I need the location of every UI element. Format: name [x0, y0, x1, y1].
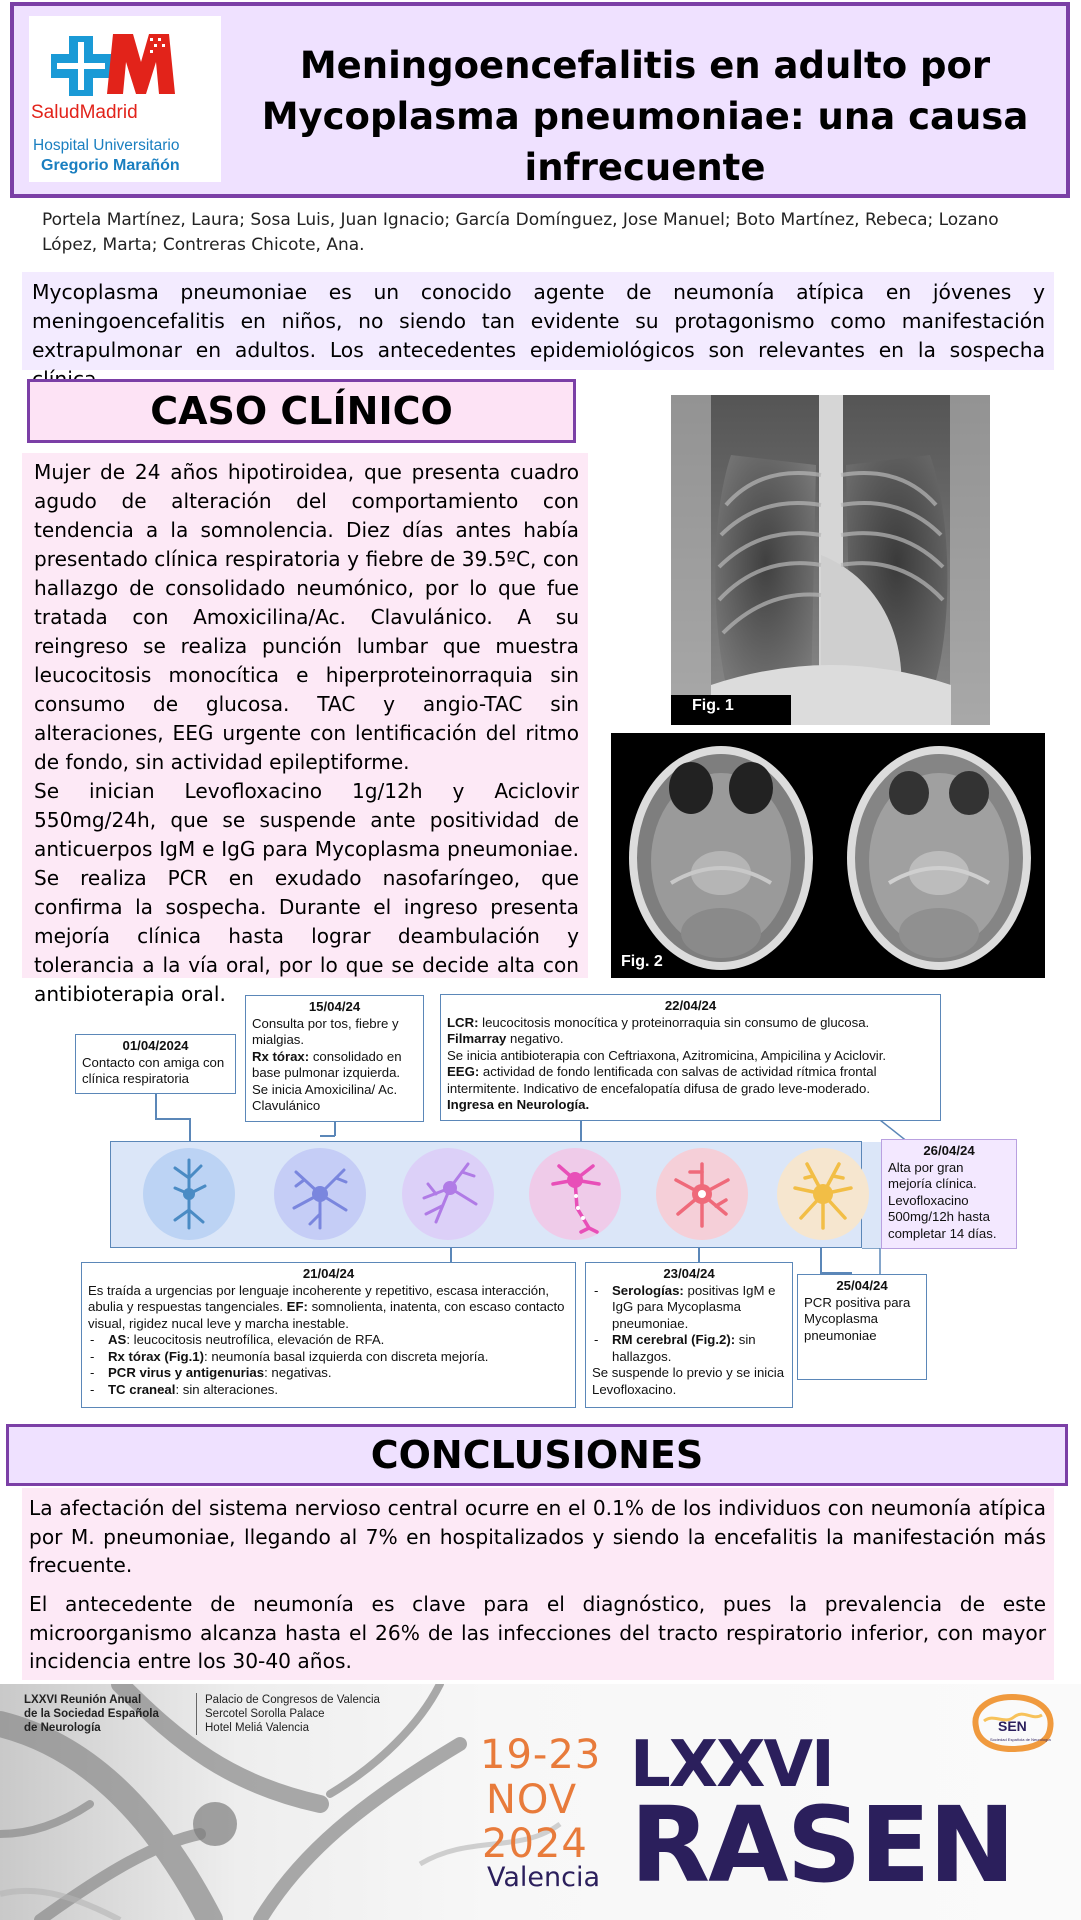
event-text: PCR positiva para Mycoplasma pneumoniae	[804, 1294, 911, 1343]
hospital-name-line2: Gregorio Marañón	[41, 157, 180, 174]
event-label: LCR:	[447, 1014, 479, 1030]
neuron-icon-2	[274, 1148, 366, 1245]
event-city: Valencia	[487, 1862, 601, 1893]
conclusions-heading: CONCLUSIONES	[6, 1424, 1068, 1486]
timeline-connector	[580, 1121, 582, 1141]
event-bullet	[88, 1349, 569, 1366]
event-text: positivas IgM e IgG para Mycoplasma pneumoniae.	[612, 1282, 776, 1331]
timeline-event-2104	[81, 1262, 576, 1408]
salud-madrid-text: SaludMadrid	[31, 102, 138, 123]
authors-list: Portela Martínez, Laura; Sosa Luis, Juan Ignacio; García Domínguez, Jose Manuel; Boto Martínez, Rebeca; Lozano López, Marta; Contreras Chicote, Ana.	[42, 210, 999, 255]
sen-logo-subtext: Sociedad Española de Neurología	[990, 1737, 1051, 1742]
fig1-label: Fig. 1	[692, 697, 734, 714]
event-text: : neumonía basal izquierda con discreta mejoría.	[204, 1348, 489, 1364]
brand-lxxvi: LXXVI	[630, 1728, 833, 1802]
event-label: Serologías:	[612, 1282, 684, 1298]
timeline-connector	[320, 1135, 335, 1137]
event-label: EF:	[286, 1299, 308, 1314]
conclusion-paragraph-2: El antecedente de neumonía es clave para el diagnóstico, pues la prevalencia de este microorganismo alcanza hasta el 26% de las infecciones del tracto respiratorio inferior, con mayor incidencia entre los 30-40 años.	[29, 1592, 1046, 1673]
neuron-icon-4	[529, 1148, 621, 1245]
timeline-event-2604	[881, 1139, 1017, 1249]
sen-logo	[966, 1691, 1058, 1755]
event-bullet	[88, 1382, 569, 1399]
event-date: 26/04/24	[923, 1143, 975, 1158]
event-label: RM cerebral (Fig.2):	[612, 1332, 736, 1347]
event-label: AS	[108, 1332, 127, 1347]
case-heading: CASO CLÍNICO	[27, 379, 576, 443]
brain-mri-figure	[611, 733, 1045, 978]
case-paragraph-1: Mujer de 24 años hipotiroidea, que presenta cuadro agudo de alteración del comportamiento con tendencia a la somnolencia. Diez días antes había presentado clínica respiratoria y fiebre de 39.5ºC, con hallazgo de consolidado neumónico, por lo que fue tratada con Amoxicilina/Ac. Clavulánico. A su reingreso se realiza punción lumbar que muestra leucocitosis monocítica e hiperproteinorraquia sin consumo de glucosa. TAC y angio-TAC sin alteraciones, EEG urgente con lentificación del ritmo de fondo, sin actividad epileptiforme.	[34, 460, 579, 774]
event-text: sin hallazgos.	[612, 1332, 756, 1364]
timeline-connector	[155, 1118, 189, 1120]
venue-list	[196, 1693, 380, 1735]
event-date: 25/04/24	[836, 1278, 888, 1293]
event-bullet	[592, 1332, 786, 1365]
event-text: Ingresa en Neurología.	[447, 1097, 590, 1112]
event-text: : sin alteraciones.	[175, 1381, 279, 1397]
event-bullet	[88, 1332, 569, 1349]
meeting-line: de la Sociedad Española	[24, 1708, 159, 1720]
chest-xray-image	[671, 395, 990, 725]
meeting-line: de Neurología	[24, 1722, 101, 1734]
event-text: : negativas.	[264, 1365, 332, 1380]
event-date: 22/04/24	[664, 998, 717, 1013]
event-bullet	[592, 1283, 786, 1333]
hospital-name-line1: Hospital Universitario	[33, 137, 180, 154]
timeline-event-2304	[585, 1262, 793, 1408]
event-text: Alta por gran mejoría clínica. Levofloxacino 500mg/12h hasta completar 14 días.	[888, 1159, 997, 1241]
timeline-connector	[155, 1094, 157, 1119]
sen-logo-text: SEN	[998, 1718, 1027, 1734]
event-date: 21/04/24	[302, 1266, 355, 1281]
event-text: Se suspende lo previo y se inicia Levofloxacino.	[592, 1365, 785, 1397]
event-text: Es traída a urgencias por lenguaje incoherente y repetitivo, escasa interacción, abulia y respuestas tangenciales.	[88, 1282, 550, 1314]
neuron-icon-6	[777, 1148, 869, 1245]
event-label: PCR virus y antigenurias	[108, 1365, 265, 1380]
event-label: Rx tórax:	[252, 1048, 310, 1064]
event-text: Se inicia Amoxicilina/ Ac. Clavulánico	[252, 1081, 398, 1113]
meeting-name	[24, 1693, 159, 1735]
fig2-label: Fig. 2	[621, 953, 663, 970]
neuron-icon-3	[402, 1148, 494, 1245]
salud-madrid-logo-icon	[29, 16, 221, 182]
timeline-event-1504	[245, 995, 424, 1122]
venue-line: Sercotel Sorolla Palace	[205, 1708, 325, 1720]
event-text: actividad de fondo lentificada con salvas de actividad rítmica frontal intermitente. Indicativo de encefalopatía difusa de grado leve-moderado.	[447, 1064, 877, 1096]
timeline-event-2504	[797, 1274, 927, 1380]
event-text: consolidado en base pulmonar izquierda.	[252, 1048, 402, 1080]
timeline-connector	[820, 1248, 822, 1274]
event-date: 01/04/2024	[122, 1038, 189, 1053]
conclusion-paragraph-1: La afectación del sistema nervioso central ocurre en el 0.1% de los individuos con neumonía atípica por M. pneumoniae, llegando al 7% en hospitalizados y siendo la encefalitis la manifestación más frecuente.	[29, 1496, 1046, 1577]
meeting-line: LXXVI Reunión Anual	[24, 1694, 142, 1706]
event-text: negativo.	[506, 1031, 564, 1046]
timeline-event-2204	[440, 994, 941, 1121]
event-text: Contacto con amiga con clínica respiratoria	[82, 1054, 225, 1086]
brain-mri-image	[611, 733, 1045, 978]
chest-xray-figure	[671, 395, 990, 725]
poster-title: Meningoencefalitis en adulto por Mycoplasma pneumoniae: una causa infrecuente	[261, 44, 1029, 189]
timeline-connector	[698, 1248, 700, 1262]
event-days: 19-23	[480, 1732, 602, 1778]
case-text	[34, 458, 579, 1009]
event-label: EEG:	[447, 1064, 480, 1079]
timeline-connector	[334, 1122, 336, 1136]
event-date: 23/04/24	[663, 1266, 715, 1281]
event-text: somnolienta, inatenta, con escaso contacto visual, rigidez nucal leve y marcha inestable.	[88, 1299, 565, 1331]
event-year: 2024	[482, 1821, 588, 1867]
event-text: leucocitosis monocítica y proteinorraquia sin consumo de glucosa.	[478, 1014, 870, 1030]
sen-brain-icon	[966, 1691, 1058, 1755]
hospital-logo	[29, 16, 221, 182]
case-paragraph-2: Se inician Levofloxacino 1g/12h y Aciclovir 550mg/24h, que se suspende ante positividad de anticuerpos IgM e IgG para Mycoplasma pneumoniae. Se realiza PCR en exudado nasofaríngeo, que confirma la sospecha. Durante el ingreso presenta mejoría clínica hasta lograr deambulación y tolerancia a la vía oral, por lo que se decide alta con antibioterapia oral.	[34, 779, 579, 1006]
event-label: Filmarray	[447, 1031, 507, 1046]
venue-line: Palacio de Congresos de Valencia	[205, 1694, 380, 1706]
event-text: Se inicia antibioterapia con Ceftriaxona, Azitromicina, Ampicilina y Aciclovir.	[447, 1047, 887, 1063]
venue-line: Hotel Meliá Valencia	[205, 1722, 309, 1734]
event-text: Consulta por tos, fiebre y mialgias.	[252, 1015, 399, 1047]
event-label: Rx tórax (Fig.1)	[108, 1348, 204, 1364]
event-label: TC craneal	[108, 1381, 176, 1397]
event-text: : leucocitosis neutrofílica, elevación de RFA.	[126, 1332, 385, 1347]
timeline-event-0104	[75, 1034, 236, 1094]
intro-text: Mycoplasma pneumoniae es un conocido agente de neumonía atípica en jóvenes y meningoencefalitis en niños, no siendo tan evidente su protagonismo como manifestación extrapulmonar en adultos. Los antecedentes epidemiológicos son relevantes en la sospecha	[32, 280, 1045, 362]
timeline-connector	[450, 1248, 452, 1262]
event-bullet	[88, 1365, 569, 1382]
brand-rasen: RASEN	[630, 1784, 1014, 1906]
event-month: NOV	[486, 1777, 578, 1823]
event-date: 15/04/24	[308, 999, 361, 1014]
neuron-icon-1	[143, 1148, 235, 1245]
neuron-icon-5	[656, 1148, 748, 1245]
